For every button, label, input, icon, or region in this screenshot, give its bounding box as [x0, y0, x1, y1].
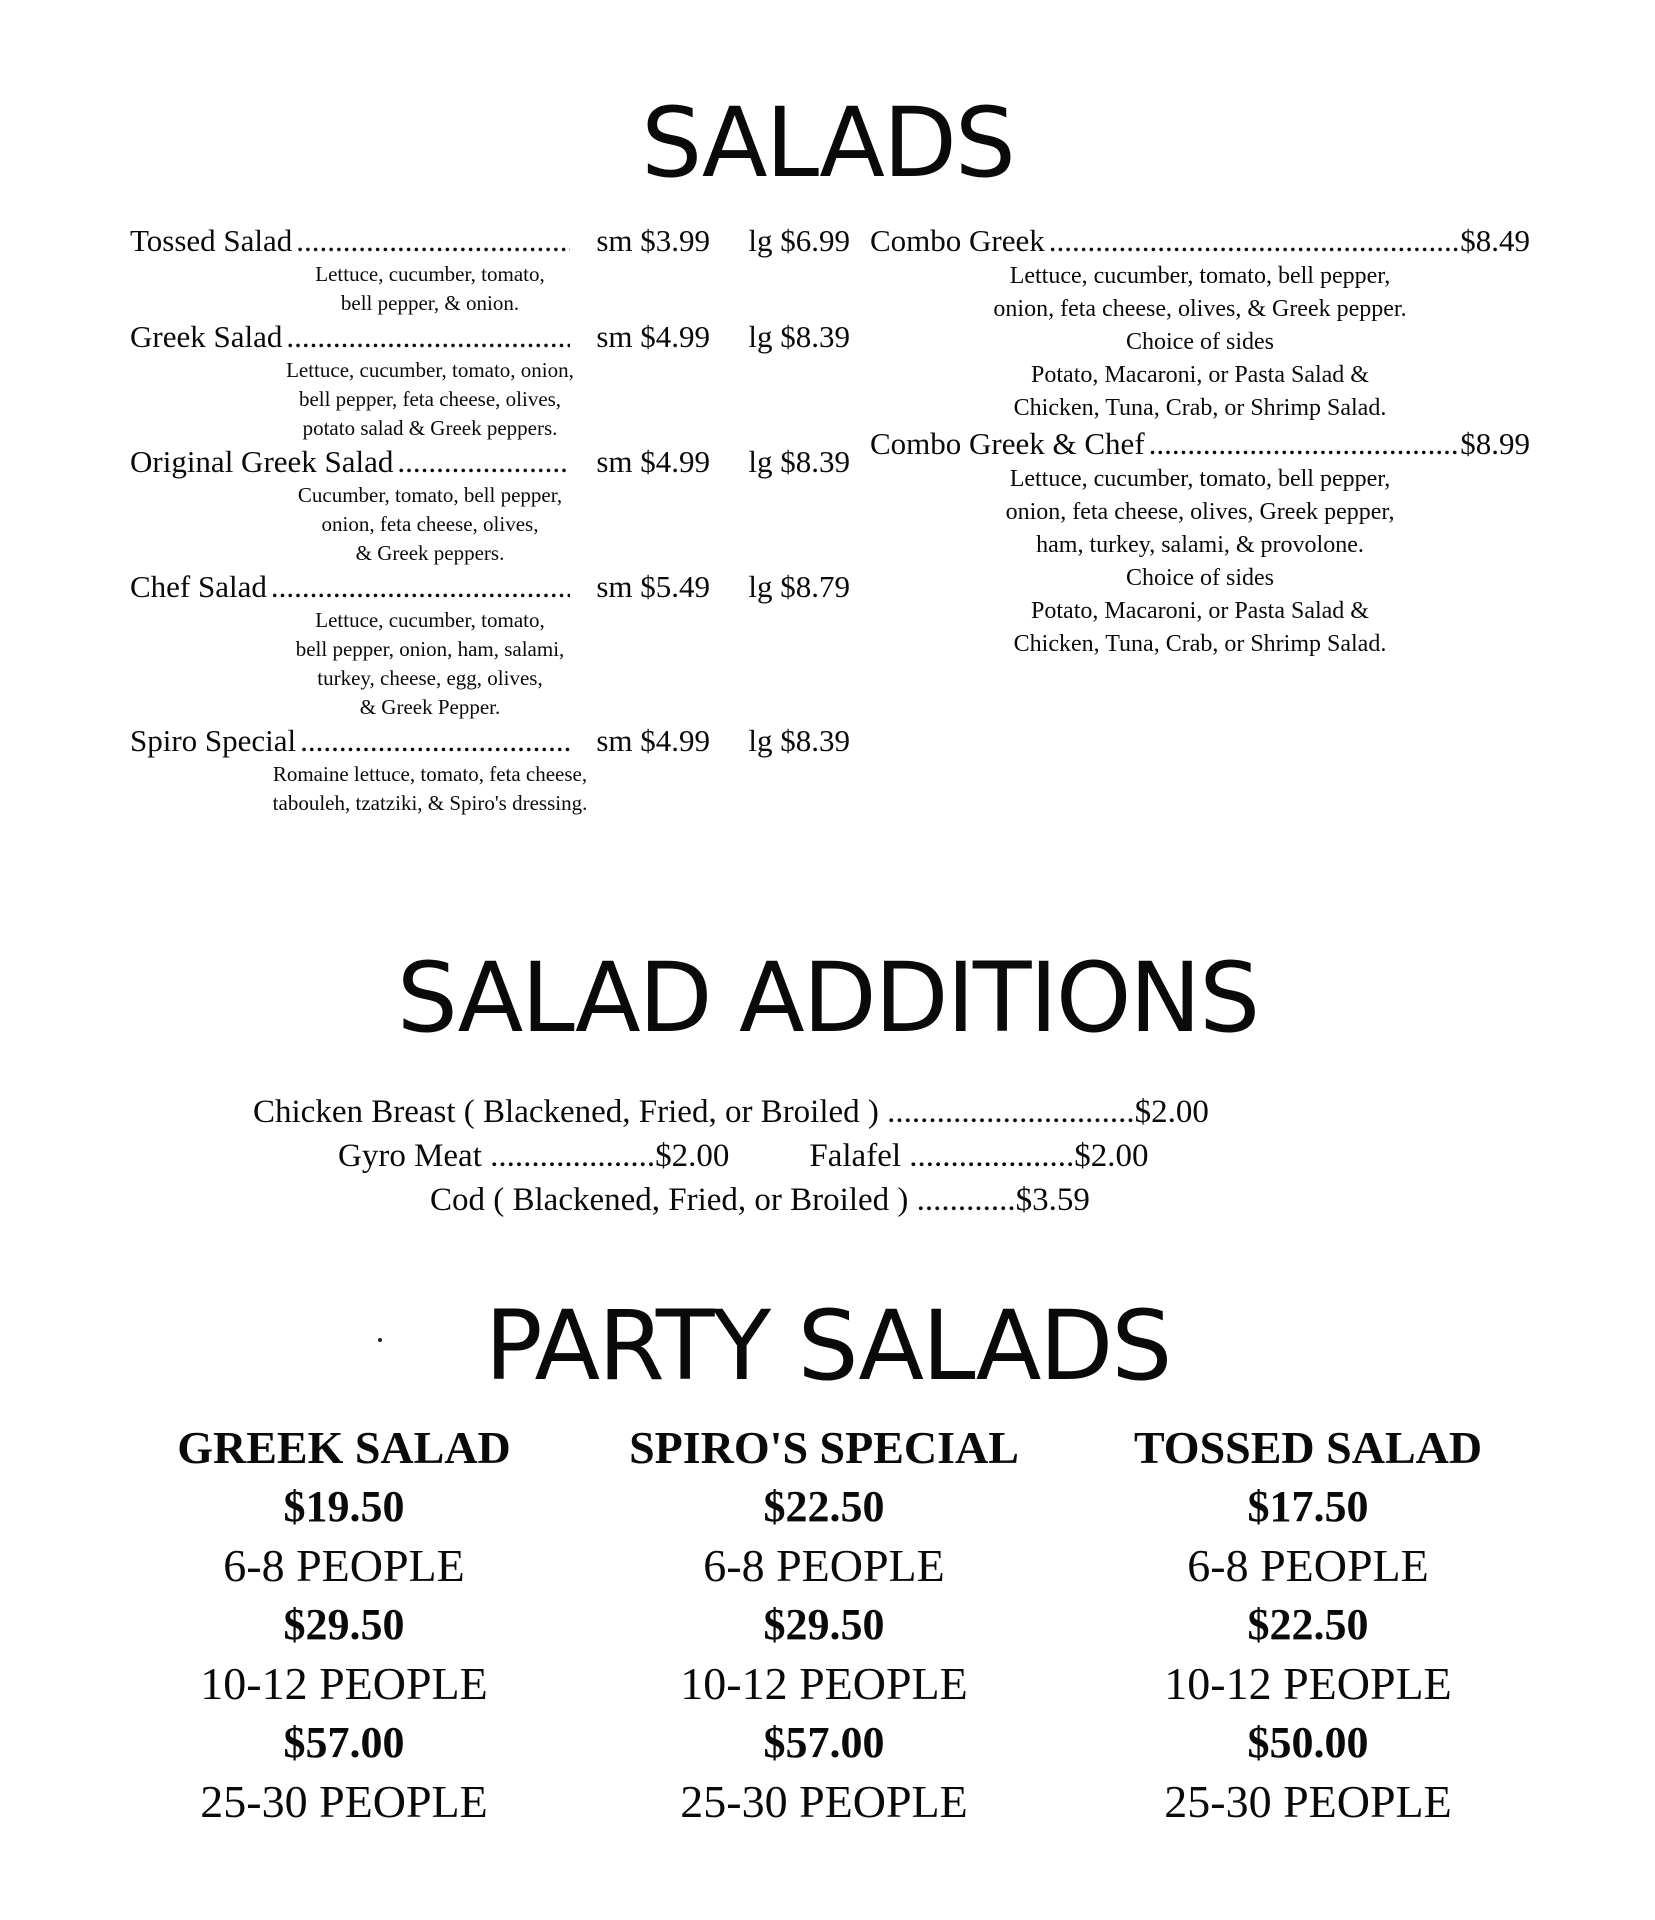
price-large: lg $6.99 [748, 223, 850, 258]
menu-item-combo-greek [870, 222, 1530, 425]
item-description [870, 463, 1530, 661]
description-line: bell pepper, onion, ham, salami, [295, 637, 565, 661]
description-line: onion, feta cheese, olives, [321, 512, 539, 536]
price-small: sm $4.99 [596, 444, 710, 479]
party-salad-name: TOSSED SALAD [1133, 1422, 1483, 1473]
item-description [130, 760, 850, 818]
salads-heading: SALADS [641, 87, 1014, 199]
item-name: Combo Greek [870, 223, 1045, 258]
dot-leader [282, 318, 570, 356]
menu-item-chef-salad [130, 568, 850, 722]
party-price: $19.50 [283, 1482, 405, 1531]
party-serving-size: 10-12 PEOPLE [680, 1658, 968, 1709]
description-line: Lettuce, cucumber, tomato, bell pepper, [1009, 466, 1391, 492]
party-serving-size: 6-8 PEOPLE [223, 1540, 465, 1591]
addition-gyro-meat: Gyro Meat ....................$2.00 [338, 1138, 730, 1174]
description-line: onion, feta cheese, olives, Greek pepper, [1005, 499, 1395, 525]
item-description [130, 260, 850, 318]
party-price: $29.50 [763, 1600, 885, 1649]
party-salad-name: GREEK SALAD [177, 1422, 511, 1473]
party-price: $57.00 [283, 1718, 405, 1767]
item-name: Combo Greek & Chef [870, 426, 1145, 461]
dot-leader [1145, 425, 1461, 463]
description-line: Lettuce, cucumber, tomato, bell pepper, [1009, 263, 1391, 289]
description-line: bell pepper, feta cheese, olives, [298, 387, 562, 411]
description-line: Romaine lettuce, tomato, feta cheese, [272, 762, 588, 786]
dot-leader [267, 568, 570, 606]
description-line: & Greek peppers. [355, 541, 505, 565]
party-serving-size: 10-12 PEOPLE [1164, 1658, 1452, 1709]
description-line: Choice of sides [1126, 329, 1274, 355]
price-small: sm $3.99 [596, 223, 710, 258]
item-description [130, 606, 850, 722]
description-line: & Greek Pepper. [359, 695, 501, 719]
addition-chicken-breast: Chicken Breast ( Blackened, Fried, or Broiled ) ..............................$2.00 [253, 1094, 1209, 1130]
menu-item-tossed-salad [130, 222, 850, 318]
party-salads-heading: PARTY SALADS [484, 1290, 1171, 1402]
price-large: lg $8.79 [748, 569, 850, 604]
menu-item-combo-greek-and-chef [870, 425, 1530, 661]
description-line: Cucumber, tomato, bell pepper, [297, 483, 563, 507]
dot-leader [1045, 222, 1460, 260]
party-price: $17.50 [1247, 1482, 1369, 1531]
menu-item-original-greek-salad [130, 443, 850, 568]
salads-right-column [870, 222, 1530, 661]
item-description [870, 260, 1530, 425]
party-serving-size: 6-8 PEOPLE [703, 1540, 945, 1591]
menu-item-greek-salad [130, 318, 850, 443]
price-small: sm $5.49 [596, 569, 710, 604]
addition-falafel: Falafel ....................$2.00 [809, 1138, 1149, 1174]
party-column-greek-salad [104, 1418, 584, 1832]
price-large: lg $8.39 [748, 444, 850, 479]
party-price: $57.00 [763, 1718, 885, 1767]
price: $8.49 [1460, 223, 1530, 258]
description-line: Lettuce, cucumber, tomato, onion, [286, 358, 574, 382]
party-column-spiros-special [584, 1418, 1064, 1832]
party-price: $50.00 [1247, 1718, 1369, 1767]
description-line: Lettuce, cucumber, tomato, [315, 262, 545, 286]
salads-left-column [130, 222, 850, 818]
item-name: Tossed Salad [130, 223, 293, 258]
item-name: Spiro Special [130, 723, 297, 758]
party-serving-size: 25-30 PEOPLE [1164, 1776, 1452, 1827]
party-price: $29.50 [283, 1600, 405, 1649]
party-serving-size: 6-8 PEOPLE [1187, 1540, 1429, 1591]
dot-leader [296, 722, 570, 760]
description-line: onion, feta cheese, olives, & Greek pepper. [993, 296, 1407, 322]
description-line: Potato, Macaroni, or Pasta Salad & [1031, 598, 1369, 624]
salad-additions-heading: SALAD ADDITIONS [396, 942, 1259, 1054]
description-line: Chicken, Tuna, Crab, or Shrimp Salad. [1013, 395, 1387, 421]
addition-cod: Cod ( Blackened, Fried, or Broiled ) ............$3.59 [430, 1182, 1090, 1218]
description-line: potato salad & Greek peppers. [302, 416, 558, 440]
description-line: bell pepper, & onion. [340, 291, 520, 315]
price-large: lg $8.39 [748, 723, 850, 758]
price: $8.99 [1460, 426, 1530, 461]
description-line: Chicken, Tuna, Crab, or Shrimp Salad. [1013, 631, 1387, 657]
party-column-tossed-salad [1068, 1418, 1548, 1832]
price-large: lg $8.39 [748, 319, 850, 354]
item-description [130, 481, 850, 568]
description-line: tabouleh, tzatziki, & Spiro's dressing. [272, 791, 588, 815]
description-line: turkey, cheese, egg, olives, [317, 666, 543, 690]
party-serving-size: 25-30 PEOPLE [680, 1776, 968, 1827]
item-name: Chef Salad [130, 569, 267, 604]
description-line: Lettuce, cucumber, tomato, [315, 608, 545, 632]
item-description [130, 356, 850, 443]
menu-item-spiro-special [130, 722, 850, 818]
description-line: Potato, Macaroni, or Pasta Salad & [1031, 362, 1369, 388]
price-small: sm $4.99 [596, 319, 710, 354]
item-name: Original Greek Salad [130, 444, 394, 479]
description-line: ham, turkey, salami, & provolone. [1036, 532, 1364, 558]
party-price: $22.50 [763, 1482, 885, 1531]
description-line: Choice of sides [1126, 565, 1274, 591]
price-small: sm $4.99 [596, 723, 710, 758]
dot-leader [292, 222, 570, 260]
party-salad-name: SPIRO'S SPECIAL [629, 1422, 1019, 1473]
item-name: Greek Salad [130, 319, 283, 354]
party-serving-size: 10-12 PEOPLE [200, 1658, 488, 1709]
dot-leader [393, 443, 570, 481]
party-serving-size: 25-30 PEOPLE [200, 1776, 488, 1827]
party-price: $22.50 [1247, 1600, 1369, 1649]
addition-row-gyro-falafel [338, 1134, 1149, 1178]
